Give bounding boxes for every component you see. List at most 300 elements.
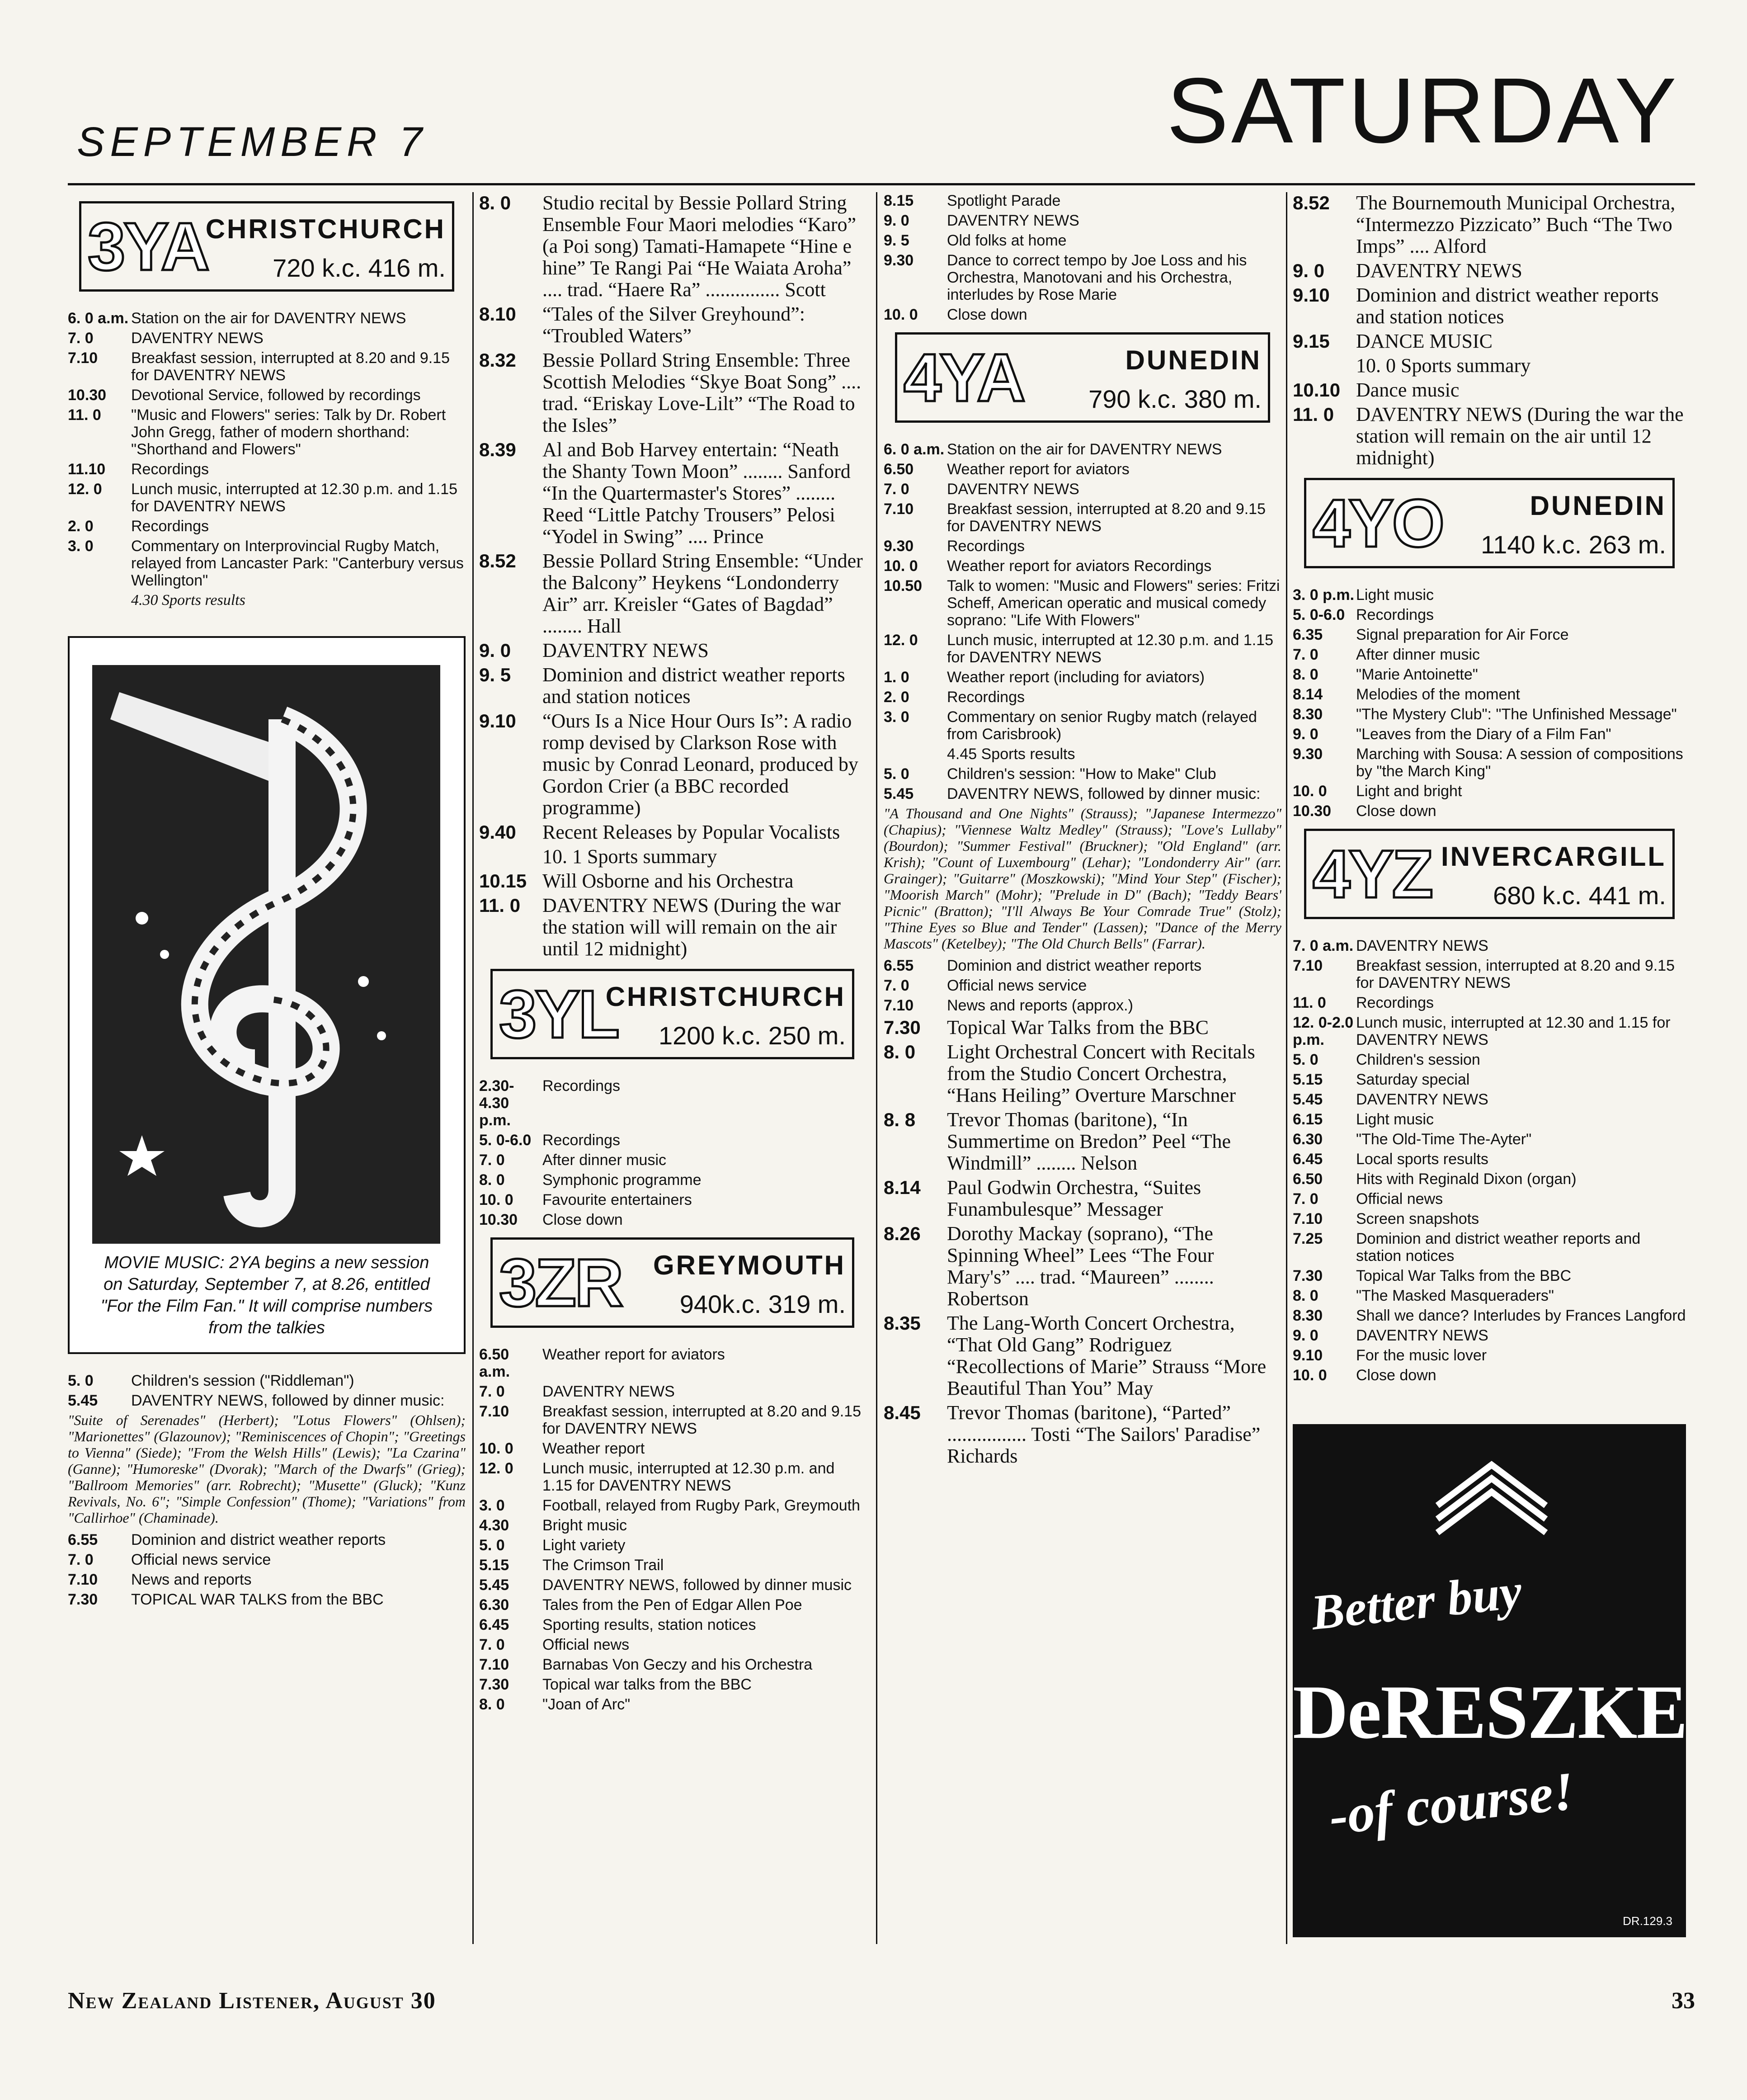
program-time: 9. 0: [1293, 1327, 1318, 1344]
program-description: Station on the air for DAVENTRY NEWS: [131, 310, 406, 327]
program-description: Official news service: [947, 977, 1087, 994]
program-description: The Bournemouth Municipal Orchestra, “Intermezzo Pizzicato” Buch “The Two Imps” .... Alford: [1356, 192, 1676, 257]
program-time: 9.40: [479, 821, 516, 843]
program-description: DAVENTRY NEWS: [1356, 260, 1522, 282]
program-entry: [68, 1531, 466, 1548]
program-time: 10. 0: [479, 1191, 513, 1208]
station-frequency: 1200 k.c. 250 m.: [658, 1021, 846, 1050]
station-box-4ya: [895, 332, 1270, 423]
program-entry: [68, 349, 466, 384]
illustration-caption: MOVIE MUSIC: 2YA begins a new session on Saturday, September 7, at 8.26, entitled "For the Film Fan." It will comprise numbers from the talkies: [100, 1253, 433, 1337]
program-entry: [1293, 1287, 1686, 1304]
de-reszke-advertisement: [1293, 1424, 1686, 1937]
program-time: 11. 0: [1293, 404, 1334, 425]
program-time: 10.30: [68, 387, 107, 404]
program-description: Bessie Pollard String Ensemble: “Under the Balcony” Heykens “Londonderry Air” arr. Kreisler “Gates of Bagdad” ........ Hall: [542, 550, 863, 637]
program-description: Marching with Sousa: A session of compositions by "the March King": [1356, 746, 1683, 780]
program-time: 9. 0: [1293, 726, 1318, 743]
page-date: SEPTEMBER 7: [77, 119, 428, 165]
program-entry: [479, 640, 866, 661]
program-entry: [1293, 330, 1686, 352]
ad-brand: DeRESZKE: [1293, 1670, 1687, 1755]
program-entry: [884, 500, 1281, 535]
program-time: 7.30: [884, 1017, 921, 1038]
station-city: GREYMOUTH: [653, 1250, 846, 1280]
program-time: 3. 0 p.m.: [1293, 586, 1355, 604]
program-time: 7. 0 a.m.: [1293, 937, 1354, 954]
program-entry: [1293, 994, 1686, 1011]
program-entry: [1293, 586, 1686, 604]
program-time: 6.45: [479, 1616, 509, 1633]
program-entry: [1293, 606, 1686, 623]
page-day-title: SATURDAY: [1167, 59, 1679, 162]
program-entry: [479, 349, 866, 436]
program-entry: [884, 1017, 1281, 1038]
program-entry: [479, 1636, 866, 1653]
program-description: Close down: [947, 306, 1027, 323]
program-description: Recordings: [131, 518, 209, 535]
program-entry: [884, 212, 1281, 229]
program-description: Weather report for aviators Recordings: [947, 557, 1212, 575]
program-description: DAVENTRY NEWS: [542, 639, 709, 661]
program-entry: [1293, 726, 1686, 743]
program-time: 4.30: [479, 1517, 509, 1534]
program-list: [479, 1077, 866, 1228]
header-rule: [68, 183, 1695, 185]
program-entry: [884, 669, 1281, 686]
program-description: DAVENTRY NEWS (During the war the station will remain on the air until 12 midnight): [1356, 403, 1684, 469]
program-entry: [479, 1077, 866, 1129]
program-description: "The Masked Masqueraders": [1356, 1287, 1554, 1304]
program-entry: [68, 1551, 466, 1568]
program-entry: [479, 821, 866, 843]
program-entry: [479, 1676, 866, 1693]
program-time: 2. 0: [884, 689, 909, 706]
program-entry: [1293, 404, 1686, 469]
program-description: Talk to women: "Music and Flowers" series: Fritzi Scheff, American operatic and musical comedy soprano: "Life With Flowers": [947, 577, 1280, 629]
program-entry: [884, 192, 1281, 209]
program-entry: [479, 1576, 866, 1594]
program-description: Official news service: [131, 1551, 271, 1568]
program-list: [479, 1346, 866, 1713]
program-time: 8.10: [479, 303, 516, 325]
program-entry: [884, 538, 1281, 555]
program-description: DAVENTRY NEWS: [131, 330, 264, 347]
column-3: [884, 192, 1281, 1944]
ad-code: DR.129.3: [1623, 1914, 1672, 1928]
program-entry: [479, 664, 866, 708]
program-description: DAVENTRY NEWS: [1356, 937, 1488, 954]
program-description: Barnabas Von Geczy and his Orchestra: [542, 1656, 813, 1673]
program-description: Close down: [1356, 1367, 1436, 1384]
program-time: 7. 0: [479, 1383, 505, 1400]
program-list: [884, 192, 1281, 323]
program-description: Dominion and district weather reports and station notices: [1356, 1230, 1641, 1265]
program-entry: [479, 1171, 866, 1189]
program-description: "Music and Flowers" series: Talk by Dr. Robert John Gregg, father of modern shorthand: "Shorthand and Flowers": [131, 406, 446, 458]
program-time: 7.10: [479, 1656, 509, 1673]
program-time: 8. 0: [479, 1696, 505, 1713]
program-description: The Lang-Worth Concert Orchestra, “That Old Gang” Rodriguez “Recollections of Marie” Strauss “More Beautiful Than You” May: [947, 1312, 1267, 1399]
program-entry: [884, 765, 1281, 783]
program-time: 6.55: [884, 957, 914, 974]
program-time: 10.10: [1293, 379, 1341, 401]
program-time: 5.15: [1293, 1071, 1323, 1088]
program-description: "Joan of Arc": [542, 1696, 631, 1713]
program-description: DAVENTRY NEWS: [542, 1383, 675, 1400]
program-description: Lunch music, interrupted at 12.30 and 1.15 for DAVENTRY NEWS: [1356, 1014, 1671, 1048]
program-time: 2. 0: [68, 518, 94, 535]
program-description: Dance music: [1356, 379, 1460, 401]
program-entry: [884, 632, 1281, 666]
program-entry: [884, 577, 1281, 629]
station-frequency: 720 k.c. 416 m.: [273, 254, 446, 282]
program-description: DAVENTRY NEWS: [947, 481, 1079, 498]
program-entry: [1293, 937, 1686, 954]
program-entry: [884, 1041, 1281, 1106]
program-time: 8. 0: [479, 192, 511, 213]
program-description: DAVENTRY NEWS: [947, 212, 1079, 229]
program-entry: [1293, 1014, 1686, 1048]
program-time: 7.30: [68, 1591, 98, 1608]
program-time: 6.15: [1293, 1111, 1323, 1128]
column-divider: [1286, 192, 1287, 1944]
program-description: Symphonic programme: [542, 1171, 702, 1189]
program-description: Children's session: "How to Make" Club: [947, 765, 1216, 783]
program-time: [884, 746, 947, 763]
program-entry: [1293, 746, 1686, 780]
program-time: 8.14: [1293, 686, 1323, 703]
program-time: 3. 0: [68, 538, 94, 555]
program-description: Dominion and district weather reports: [131, 1531, 386, 1548]
station-frequency: 680 k.c. 441 m.: [1493, 881, 1666, 910]
program-time: 7.10: [479, 1403, 509, 1420]
program-entry: [1293, 1170, 1686, 1188]
ad-slogan: -of course!: [1326, 1760, 1577, 1846]
program-entry: [68, 1591, 466, 1608]
program-entry: [884, 746, 1281, 763]
program-entry: [1293, 284, 1686, 328]
program-time: 7.10: [68, 1571, 98, 1588]
program-description: Light music: [1356, 586, 1434, 604]
program-entry: [1293, 1210, 1686, 1227]
program-entry: [479, 870, 866, 892]
program-entry: [479, 550, 866, 637]
program-entry: [884, 306, 1281, 323]
program-time: 6.50: [1293, 1170, 1323, 1188]
program-description: Tales from the Pen of Edgar Allen Poe: [542, 1596, 802, 1614]
station-box-4yz: [1304, 829, 1675, 919]
program-time: 8. 0: [479, 1171, 505, 1189]
program-description: Local sports results: [1356, 1151, 1488, 1168]
program-time: 9.10: [1293, 1347, 1323, 1364]
program-time: 10. 0: [1293, 783, 1327, 800]
program-description: Topical War Talks from the BBC: [947, 1016, 1209, 1038]
program-time: 7. 0: [1293, 1190, 1318, 1208]
program-description: Breakfast session, interrupted at 8.20 and 9.15 for DAVENTRY NEWS: [1356, 957, 1675, 991]
program-entry: [1293, 1190, 1686, 1208]
program-description: News and reports (approx.): [947, 997, 1133, 1014]
program-list: [1293, 586, 1686, 820]
program-time: 7.25: [1293, 1230, 1323, 1247]
program-time: 6.50: [884, 461, 914, 478]
program-description: Football, relayed from Rugby Park, Greymouth: [542, 1497, 860, 1514]
column-divider: [876, 192, 877, 1944]
program-time: 9.15: [1293, 330, 1330, 352]
program-time: 7.10: [884, 500, 914, 518]
program-entry: [479, 710, 866, 819]
program-entry: [884, 1402, 1281, 1467]
program-entry: [479, 303, 866, 347]
program-description: Sporting results, station notices: [542, 1616, 756, 1633]
program-time: 5.45: [479, 1576, 509, 1594]
program-description: Weather report for aviators: [947, 461, 1130, 478]
program-entry: [68, 1372, 466, 1389]
program-description: 10. 0 Sports summary: [1356, 354, 1531, 377]
program-description: Lunch music, interrupted at 12.30 p.m. and 1.15 for DAVENTRY NEWS: [542, 1460, 835, 1494]
program-description: The Crimson Trail: [542, 1557, 664, 1574]
program-entry: [479, 1403, 866, 1437]
program-entry: [884, 977, 1281, 994]
program-description: Bessie Pollard String Ensemble: Three Scottish Melodies “Skye Boat Song” .... trad. “Eriskay Love-Lilt” “The Road to the Isles”: [542, 349, 862, 436]
program-time: 8. 0: [1293, 666, 1318, 683]
program-description: "Marie Antoinette": [1356, 666, 1478, 683]
program-entry: [479, 1557, 866, 1574]
program-time: 6. 0 a.m.: [68, 310, 129, 327]
program-description: Dominion and district weather reports and station notices: [542, 664, 845, 708]
program-entry: [1293, 192, 1686, 257]
program-description: Close down: [542, 1211, 623, 1228]
program-time: 10.50: [884, 577, 923, 595]
program-time: 2.30-4.30 p.m.: [479, 1077, 514, 1129]
program-description: Weather report: [542, 1440, 645, 1457]
station-box-3yl: [490, 969, 854, 1059]
program-entry: [479, 1460, 866, 1494]
program-entry: [884, 232, 1281, 249]
program-entry: [1293, 260, 1686, 282]
program-description: Children's session ("Riddleman"): [131, 1372, 354, 1389]
page-number: 33: [1672, 1988, 1695, 2014]
program-description: Topical War Talks from the BBC: [1356, 1267, 1572, 1284]
program-time: 7. 0: [479, 1636, 505, 1653]
program-entry: [479, 1596, 866, 1614]
program-time: 6.50 a.m.: [479, 1346, 510, 1380]
program-time: 11.10: [68, 461, 106, 478]
program-description: Weather report (including for aviators): [947, 669, 1205, 686]
program-description: Children's session: [1356, 1051, 1480, 1068]
program-description: Station on the air for DAVENTRY NEWS: [947, 441, 1222, 458]
program-entry: [479, 1151, 866, 1169]
program-description: Devotional Service, followed by recordings: [131, 387, 421, 404]
program-entry: [479, 1497, 866, 1514]
program-entry: [68, 518, 466, 535]
program-description: Official news: [1356, 1190, 1443, 1208]
program-time: 10. 0: [479, 1440, 513, 1457]
program-time: 7.10: [884, 997, 914, 1014]
program-entry: [1293, 802, 1686, 820]
program-entry: [68, 481, 466, 515]
program-entry: [479, 1383, 866, 1400]
program-entry: [1293, 1091, 1686, 1108]
program-description: Screen snapshots: [1356, 1210, 1479, 1227]
station-call-sign: 4YO: [1313, 485, 1443, 561]
program-time: 5. 0: [1293, 1051, 1318, 1068]
program-entry: [68, 538, 466, 589]
program-entry: [1293, 1307, 1686, 1324]
program-time: 3. 0: [884, 708, 909, 726]
program-entry: [884, 1177, 1281, 1220]
program-time: 7.30: [479, 1676, 509, 1693]
program-description: DAVENTRY NEWS: [1356, 1327, 1488, 1344]
station-city: INVERCARGILL: [1441, 841, 1666, 872]
program-entry: [479, 1211, 866, 1228]
program-description: Light Orchestral Concert with Recitals from the Studio Concert Orchestra, “Hans Heiling” Overture Marschner: [947, 1041, 1255, 1106]
program-time: 10. 0: [884, 306, 918, 323]
program-time: 11. 0: [68, 406, 101, 424]
program-entry: [68, 310, 466, 327]
program-description: Lunch music, interrupted at 12.30 p.m. and 1.15 for DAVENTRY NEWS: [947, 632, 1274, 666]
station-box-3ya: [79, 201, 454, 292]
program-description: Lunch music, interrupted at 12.30 p.m. and 1.15 for DAVENTRY NEWS: [131, 481, 458, 515]
program-description: Topical war talks from the BBC: [542, 1676, 752, 1693]
program-description: Saturday special: [1356, 1071, 1470, 1088]
program-time: 10.15: [479, 870, 527, 892]
program-time: 8.32: [479, 349, 516, 371]
program-time: [1293, 355, 1356, 377]
program-time: 7. 0: [68, 330, 94, 347]
program-entry: [479, 1537, 866, 1554]
chevron-stripes-icon: [1428, 1451, 1555, 1542]
program-description: "The Old-Time The-Ayter": [1356, 1131, 1532, 1148]
program-time: 5. 0: [68, 1372, 94, 1389]
program-description: Signal preparation for Air Force: [1356, 626, 1569, 643]
program-description: 4.45 Sports results: [947, 746, 1075, 763]
program-entry: [479, 439, 866, 547]
program-time: 9. 5: [884, 232, 909, 249]
program-description: "Leaves from the Diary of a Film Fan": [1356, 726, 1611, 743]
program-time: 10.30: [479, 1211, 518, 1228]
program-description: Recordings: [1356, 994, 1434, 1011]
program-time: 7. 0: [884, 977, 909, 994]
program-entry: [1293, 686, 1686, 703]
program-time: 7.30: [1293, 1267, 1323, 1284]
program-time: 12. 0: [884, 632, 918, 649]
program-time: 8.52: [479, 550, 516, 571]
program-description: Favourite entertainers: [542, 1191, 692, 1208]
program-entry: [884, 957, 1281, 974]
program-entry: [884, 1109, 1281, 1174]
program-description: Recordings: [542, 1077, 620, 1095]
program-entry: [884, 708, 1281, 743]
program-time: 8. 0: [884, 1041, 916, 1062]
program-entry: [1293, 355, 1686, 377]
program-entry: [1293, 1051, 1686, 1068]
program-description: Hits with Reginald Dixon (organ): [1356, 1170, 1577, 1188]
program-entry: [479, 1696, 866, 1713]
program-entry: [68, 1571, 466, 1588]
program-entry: [884, 557, 1281, 575]
program-time: 11. 0: [479, 895, 521, 916]
program-time: 9.10: [479, 710, 516, 731]
program-time: 10. 0: [1293, 1367, 1327, 1384]
program-time: 9.30: [1293, 746, 1323, 763]
program-list: [68, 310, 466, 589]
program-time: 6.35: [1293, 626, 1323, 643]
program-time: 8. 0: [1293, 1287, 1318, 1304]
program-description: 10. 1 Sports summary: [542, 845, 717, 868]
station-call-sign: 4YA: [904, 340, 1024, 415]
program-entry: [1293, 1131, 1686, 1148]
program-entry: [884, 997, 1281, 1014]
station-frequency: 940k.c. 319 m.: [679, 1290, 846, 1318]
program-time: 12. 0-2.0 p.m.: [1293, 1014, 1354, 1048]
station-box-3zr: [490, 1237, 854, 1328]
program-time: 8. 8: [884, 1109, 916, 1130]
program-entry: [1293, 1347, 1686, 1364]
program-time: 7.10: [1293, 957, 1323, 974]
program-entry: [68, 330, 466, 347]
program-description: Dominion and district weather reports and station notices: [1356, 284, 1659, 328]
program-entry: [1293, 1230, 1686, 1265]
program-time: 8.35: [884, 1312, 921, 1334]
program-time: 12. 0: [479, 1460, 513, 1477]
dinner-music-notes: "A Thousand and One Nights" (Strauss); "Japanese Intermezzo" (Chapius); "Viennese Waltz Medley" (Strauss); "Love's Lullaby" (Bourdon); "Summer Festival" (Bruckner); "Old England" (arr. Krish); "Count of Luxembourg" (Lehar); "Londonderry Air" (arr. Grainger); "Guitarre" (Moszkowski); "Mind Your Step" (Fischer); "Moorish March" (Mohr); "Prelude in D" (Bach); "Teddy Bears' Picnic" (Bratton); "I'll Always Be Your Comrade True" (Stolz); "Thine Eyes so Blue and Tender" (Lassen); "Dance of the Merry Mascots" (Ketelbey); "The Old Church Bells" (Farrar).: [884, 805, 1281, 952]
program-description: News and reports: [131, 1571, 252, 1588]
program-time: 7. 0: [68, 1551, 94, 1568]
program-entry: [479, 1616, 866, 1633]
ad-tagline: Better buy: [1308, 1563, 1525, 1641]
program-time: 8.30: [1293, 706, 1323, 723]
program-description: Official news: [542, 1636, 630, 1653]
program-time: 9.10: [1293, 284, 1330, 306]
program-time: 8.26: [884, 1223, 921, 1244]
program-entry: [884, 441, 1281, 458]
program-entry: [1293, 957, 1686, 991]
program-description: Bright music: [542, 1517, 627, 1534]
program-description: Recordings: [131, 461, 209, 478]
program-description: Recent Releases by Popular Vocalists: [542, 821, 840, 843]
program-time: 8.39: [479, 439, 516, 460]
station-city: DUNEDIN: [1530, 491, 1666, 521]
program-entry: [884, 461, 1281, 478]
program-description: Breakfast session, interrupted at 8.20 and 9.15 for DAVENTRY NEWS: [542, 1403, 862, 1437]
program-entry: [1293, 1071, 1686, 1088]
station-call-sign: 3ZR: [499, 1245, 622, 1321]
footer-publication: New Zealand Listener, August 30: [68, 1988, 436, 2014]
program-list: [68, 1372, 466, 1409]
program-time: 11. 0: [1293, 994, 1326, 1011]
program-time: 5.45: [884, 785, 914, 802]
program-list: [479, 192, 866, 960]
program-entry: [479, 192, 866, 301]
program-description: Weather report for aviators: [542, 1346, 725, 1363]
program-entry: [479, 1132, 866, 1149]
program-time: 6.30: [479, 1596, 509, 1614]
program-time: 8.15: [884, 192, 914, 209]
program-list: [884, 441, 1281, 802]
program-description: Dance to correct tempo by Joe Loss and his Orchestra, Manotovani and his Orchestra, interludes by Rose Marie: [947, 252, 1247, 303]
dinner-music-notes: "Suite of Serenades" (Herbert); "Lotus Flowers" (Ohlsen); "Marionettes" (Glazounov); "Reminiscences of Chopin"; "Greetings to Vienna" (Siede); "From the Welsh Hills" (Lewis); "La Czarina" (Ganne); "Humoreske" (Dvorak); "March of the Dwarfs" (Grieg); "Ballroom Memories" (arr. Robrecht); "Musette" (Gluck); "Kunz Revivals, No. 6"; "Simple Confession" (Thome); "Variations" from "Callirhoe" (Chaminade).: [68, 1412, 466, 1526]
program-time: 6.30: [1293, 1131, 1323, 1148]
program-description: Dorothy Mackay (soprano), “The Spinning Wheel” Lees “The Four Mary's” .... trad. “Maureen” ........ Robertson: [947, 1222, 1214, 1310]
program-description: Commentary on Interprovincial Rugby Match, relayed from Lancaster Park: "Canterbury versus Wellington": [131, 538, 464, 589]
program-time: 8.45: [884, 1402, 921, 1423]
program-description: Trevor Thomas (baritone), “Parted” ................ Tosti “The Sailors' Paradise” Richards: [947, 1402, 1261, 1467]
program-entry: [884, 1223, 1281, 1310]
program-entry: [1293, 646, 1686, 663]
station-city: CHRISTCHURCH: [205, 214, 446, 244]
sports-results: 4.30 Sports results: [131, 592, 245, 609]
